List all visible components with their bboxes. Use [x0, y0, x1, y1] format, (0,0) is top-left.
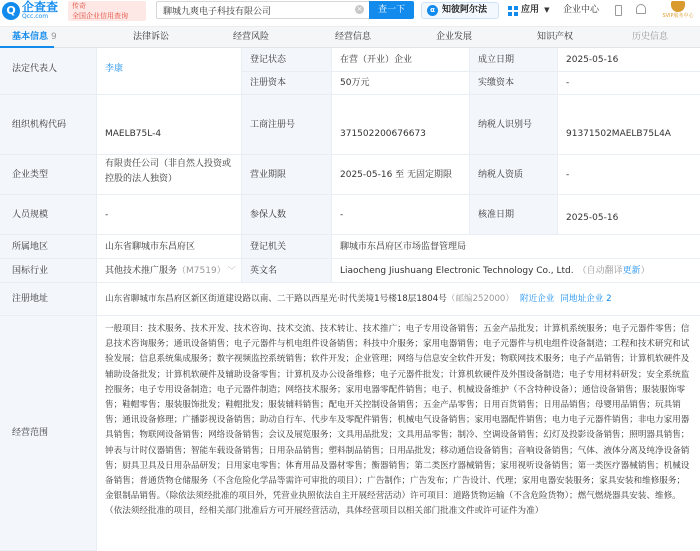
industry-label: 国标行业	[0, 259, 97, 283]
reg-authority-label: 登记机关	[242, 235, 332, 259]
kfe-alpha-label: 知彼阿尔法	[442, 5, 488, 15]
biz-reg-no-value: 371502200676673	[332, 95, 470, 155]
tab-operation[interactable]: 经营信息	[335, 32, 372, 42]
address-cell	[97, 283, 700, 316]
bell-icon[interactable]	[636, 4, 646, 14]
qcc-logo[interactable]	[2, 1, 142, 21]
svip-center[interactable]	[660, 1, 696, 21]
postcode: （邮编252000）	[446, 294, 514, 304]
biz-reg-no-label: 工商注册号	[242, 95, 332, 155]
en-name-value: Liaocheng Jiushuang Electronic Technology Co., Ltd.	[340, 265, 574, 276]
kfe-alpha-button[interactable]	[421, 2, 499, 19]
industry-value: 其他技术推广服务	[105, 265, 178, 276]
user-center-link[interactable]: 企业中心	[563, 5, 600, 15]
company-type-value: 有限责任公司（非自然人投资或控股的法人独资）	[97, 155, 242, 195]
region-label: 所属地区	[0, 235, 97, 259]
company-type-label: 企业类型	[0, 155, 97, 195]
auto-translate-note: （自动翻译	[577, 265, 623, 276]
region-value: 山东省聊城市东昌府区	[97, 235, 242, 259]
reg-status-label: 登记状态	[242, 48, 332, 72]
phone-icon[interactable]	[615, 5, 622, 16]
en-name-label: 英文名	[242, 259, 332, 283]
taxpayer-qual-label: 纳税人资质	[470, 155, 558, 195]
svip-label: SVIP服务中心	[662, 13, 694, 19]
reg-capital-value: 50万元	[332, 72, 470, 95]
reg-authority-value: 聊城市东昌府区市场监督管理局	[332, 235, 700, 259]
paid-capital-value: -	[558, 72, 700, 95]
tab-history[interactable]: 历史信息	[632, 32, 669, 42]
search-button[interactable]: 查一下	[369, 1, 414, 19]
tab-count: 9	[51, 32, 57, 42]
logo-url: Qcc.com	[22, 13, 49, 20]
est-date-label: 成立日期	[470, 48, 558, 72]
tab-basic-info[interactable]	[12, 27, 57, 48]
address-value: 山东省聊城市东昌府区新区街道建设路以南、二干路以西星光·时代美境1号楼18层1804号	[105, 294, 447, 304]
tab-label: 基本信息	[12, 32, 49, 42]
taxpayer-id-label: 纳税人识别号	[470, 95, 558, 155]
chevron-down-icon: ▼	[544, 6, 550, 14]
biz-term-value: 2025-05-16 至 无固定期限	[332, 155, 470, 195]
biz-term-label: 营业期限	[242, 155, 332, 195]
staff-size-label: 人员规模	[0, 195, 97, 235]
translate-update-link[interactable]: 更新	[622, 265, 641, 276]
tab-development[interactable]: 企业发展	[436, 32, 473, 42]
logo-badge-line2: 全国企业信用查询	[72, 12, 128, 20]
reg-status-value: 在营（开业）企业	[332, 48, 470, 72]
logo-badge-line1: 传奇	[72, 2, 86, 10]
taxpayer-qual-value: -	[558, 155, 700, 195]
staff-size-value: -	[97, 195, 242, 235]
tab-risk[interactable]: 经营风险	[233, 32, 270, 42]
logo-name: 企查查	[22, 0, 59, 14]
vip-shield-icon	[671, 1, 685, 12]
qcc-logo-icon: Q	[2, 2, 20, 20]
scope-label: 经营范围	[0, 316, 97, 551]
approve-date-label: 核准日期	[470, 195, 558, 235]
tab-ip[interactable]: 知识产权	[537, 32, 574, 42]
search-input[interactable]	[156, 1, 369, 19]
legal-rep-label: 法定代表人	[0, 48, 97, 95]
legal-rep-cell	[97, 48, 242, 95]
address-label: 注册地址	[0, 283, 97, 316]
section-tabs	[0, 26, 700, 48]
auto-translate-close: ）	[640, 265, 650, 276]
grid-icon	[508, 6, 518, 16]
taxpayer-id-value: 91371502MAELB75L4A	[558, 95, 700, 155]
legal-rep-link[interactable]: 李康	[105, 64, 124, 74]
top-bar	[0, 0, 700, 22]
scope-value: 一般项目：技术服务、技术开发、技术咨询、技术交流、技术转让、技术推广；电子专用设备销售；五金产品批发；计算机系统服务；电子元器件零售；信息技术咨询服务；通讯设备销售；电子元器件与机电组件设备销售；科技中介服务；家用电器销售；电子元器件与机电组件设备制造；工程和技术研究和试验发展；信息系统集成服务；数字视频监控系统销售；软件开发；企业管理；网络与信息安全软件开发；物联网技术服务；电子产品销售；计算机软硬件及辅助设备批发；计算机软硬件及辅助设备零售；计算机及办公设备维修；电子元器件批发；计算机软硬件及外围设备制造；电子专用材料研发；安全系统监控服务；电子专用设备制造；电子元器件制造；网络技术服务；家用电器零配件销售；电子、机械设备维护（不含特种设备）；通信设备销售；服装服饰零售；鞋帽零售；服装服饰批发；鞋帽批发；服装辅料销售；配电开关控制设备销售；五金产品零售；日用百货销售；日用品销售；母婴用品销售；玩具销售；通讯设备修理；广播影视设备销售；助动自行车、代步车及零配件销售；机械电气设备销售；家用电器配件销售；电力电子元器件销售；非电力家用器具销售；物联网设备销售；网络设备销售；会议及展览服务；文具用品批发；文具用品零售；制冷、空调设备销售；幻灯及投影设备销售；照明器具销售；钟表与计时仪器销售；智能车载设备销售；日用杂品销售；塑料制品销售；日用品批发；移动通信设备销售；音响设备销售；气体、液体分离及纯净设备销售；厨具卫具及日用杂品研发；日用家电零售；体育用品及器材零售；衡器销售；第二类医疗器械销售；家用视听设备销售；第一类医疗器械销售；机械设备销售；普通货物仓储服务（不含危险化学品等需许可审批的项目）；广告制作；广告发布；广告设计、代理；家用电器安装服务；家具安装和维修服务；金银制品销售。（除依法须经批准的项目外，凭营业执照依法自主开展经营活动）许可项目：道路货物运输（不含危险货物）；燃气燃烧器具安装、维修。（依法须经批准的项目，经相关部门批准后方可开展经营活动，具体经营项目以相关部门批准文件或许可证件为准）	[105, 324, 690, 517]
nearby-companies-link[interactable]: 附近企业	[519, 294, 555, 304]
alpha-icon: α	[427, 5, 438, 16]
est-date-value: 2025-05-16	[558, 48, 700, 72]
clear-icon[interactable]: ×	[356, 5, 363, 13]
chevron-down-icon[interactable]: ﹀	[227, 265, 236, 275]
org-code-label: 组织机构代码	[0, 95, 97, 155]
industry-cell	[97, 259, 242, 283]
apps-label: 应用	[521, 5, 540, 15]
en-name-cell	[332, 259, 700, 283]
tab-legal[interactable]: 法律诉讼	[133, 32, 170, 42]
same-address-link[interactable]: 同地址企业 2	[560, 294, 612, 304]
industry-code: （M7519）	[177, 265, 226, 276]
approve-date-value: 2025-05-16	[558, 195, 700, 235]
org-code-value: MAELB75L-4	[97, 95, 242, 155]
apps-menu[interactable]	[507, 2, 555, 19]
insured-value: -	[332, 195, 470, 235]
reg-capital-label: 注册资本	[242, 72, 332, 95]
paid-capital-label: 实缴资本	[470, 72, 558, 95]
insured-label: 参保人数	[242, 195, 332, 235]
